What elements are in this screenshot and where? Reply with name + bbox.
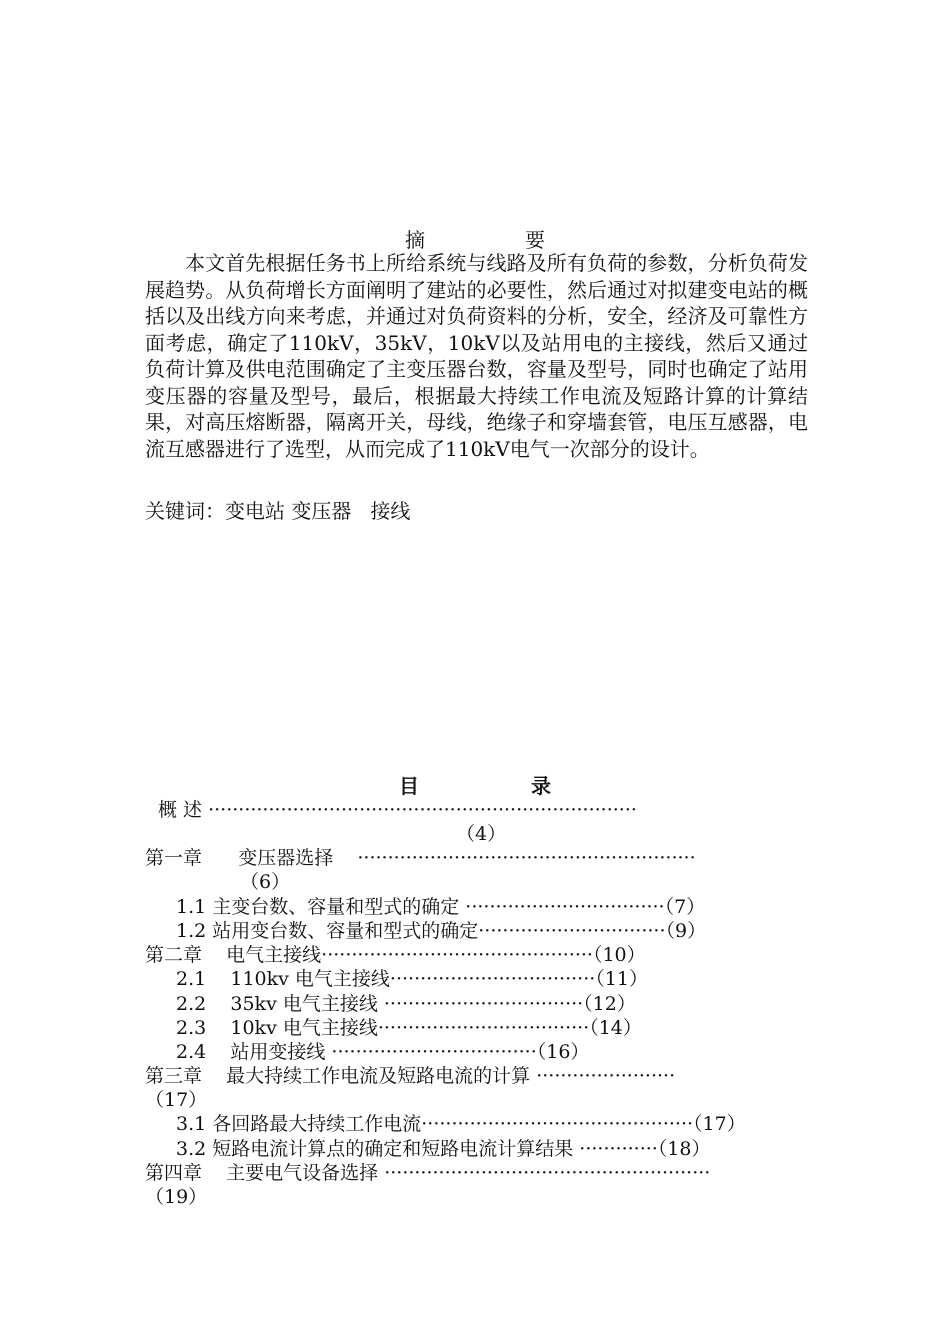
toc-entry: 1.2 站用变台数、容量和型式的确定·······························（9）: [176, 920, 707, 942]
toc-entry-page: （4）: [456, 823, 507, 845]
toc-heading-left: 目: [399, 774, 419, 798]
abstract-heading-right: 要: [525, 228, 545, 252]
toc-entry: 2.1 110kv 电气主接线··································（11）: [176, 968, 648, 990]
keywords-line: 关键词：变电站 变压器 接线: [145, 499, 411, 523]
toc-entry-page: （17）: [145, 1089, 208, 1111]
toc-entry: 3.1 各回路最大持续工作电流·············································（17）: [176, 1113, 746, 1135]
toc-entry: 2.2 35kv 电气主接线 ·································（12）: [176, 993, 636, 1015]
toc-entry: 第四章 主要电气设备选择 ······················································: [145, 1162, 711, 1184]
toc-entry: 概 述 ·······································································: [158, 799, 637, 821]
toc-heading: [0, 770, 950, 799]
toc-entry: 第二章 电气主接线·············································（10）: [145, 944, 646, 966]
toc-entry: 2.3 10kv 电气主接线···································（14）: [176, 1017, 642, 1039]
abstract-heading: [0, 224, 950, 253]
toc-entry: 3.2 短路电流计算点的确定和短路电流计算结果 ·············（18）: [176, 1138, 711, 1160]
toc-entry-page: （19）: [145, 1186, 208, 1208]
toc-entry: 1.1 主变台数、容量和型式的确定 ·································（7）: [176, 896, 706, 918]
toc-entry: 2.4 站用变接线 ··································（16）: [176, 1041, 590, 1063]
toc-entry: 第一章 变压器选择 ························································: [145, 847, 696, 869]
toc-heading-right: 录: [531, 774, 551, 798]
abstract-body: 本文首先根据任务书上所给系统与线路及所有负荷的参数，分析负荷发展趋势。从负荷增长方面阐明了建站的必要性，然后通过对拟建变电站的概括以及出线方向来考虑，并通过对负荷资料的分析，安全，经济及可靠性方面考虑，确定了110kV，35kV，10kV以及站用电的主接线，然后又通过负荷计算及供电范围确定了主变压器台数，容量及型号，同时也确定了站用变压器的容量及型号，最后，根据最大持续工作电流及短路计算的计算结果，对高压熔断器，隔离开关，母线，绝缘子和穿墙套管，电压互感器，电流互感器进行了选型，从而完成了110kV电气一次部分的设计。: [145, 251, 808, 461]
abstract-heading-left: 摘: [405, 228, 425, 252]
toc-entry: 第三章 最大持续工作电流及短路电流的计算 ·······················: [145, 1065, 676, 1087]
toc-entry-page: （6）: [240, 871, 291, 893]
